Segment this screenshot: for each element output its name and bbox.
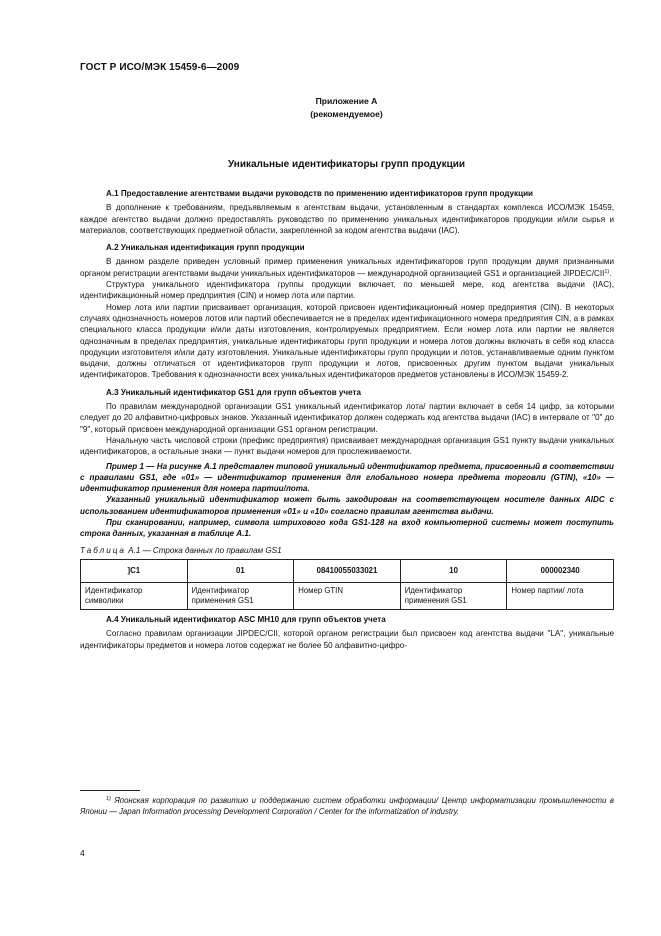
table-cell: Идентификатор применения GS1 [400, 582, 507, 609]
section-a2-paragraph-3: Номер лота или партии присваивает организация, которой присвоен идентификационный номер предприятия (CIN). В некоторых случаях однозначность номеров лотов или партий обеспечивается не в пределах идентификационного номера предприятия CIN, а в рамках специального класса продукции и/или даты изготовления, контролируемых предприятием. Если номер лота или партии не является однозначным в пределах предприятия, уникальные идентификаторы групп продукции и номера лотов должны включать в себя код класса продукции изготовителя и/или дату изготовления. Уникальные идентификаторы групп продукции и лотов, устанавливаемые одним пунктом выдачи, должны отличаться от идентификаторов групп продукции и лотов, присвоенных другим пунктом выдачи уникальных идентификаторов. Требования к однозначности всех уникальных идентификаторов предметов установлены в ИСО/МЭК 15459-2. [80, 302, 614, 380]
table-caption-label: Таблица [80, 545, 126, 555]
footnote-divider [80, 790, 140, 791]
section-a3-paragraph-1: По правилам международной организации GS1 уникальный идентификатор лота/ партии включает в себя 14 цифр, за которыми следует до 20 алфавитно-цифровых знаков. Указанный идентификатор должен содержать код агентства выдачи (IAC) в интервале от "0" до "9", который присвоен международной организации GS1 органом регистрации. [80, 402, 614, 434]
section-a4-heading: А.4 Уникальный идентификатор ASC MH10 для групп объектов учета [106, 614, 386, 624]
document-body [80, 185, 614, 651]
section-a2-paragraph-1 [80, 256, 614, 279]
example-1: Пример 1 — На рисунке А.1 представлен типовой уникальный идентификатор предмета, присвоенный в соответствии с правилами GS1, где «01» — идентификатор применения для глобального номера предмета торговли (GTIN), «10» — идентификатор применения для номера партии/лота. [80, 461, 614, 494]
document-header: ГОСТ Р ИСО/МЭК 15459-6—2009 [80, 62, 240, 73]
appendix-title: Приложение А [315, 96, 378, 106]
appendix-heading [0, 95, 661, 121]
table-cell: Номер партии/ лота [507, 582, 614, 609]
section-a1-heading: А.1 Предоставление агентствами выдачи руководств по применению идентификаторов групп продукции [106, 189, 534, 198]
table-cell: ]C1 [81, 559, 188, 582]
table-cell: 08410055033021 [294, 559, 401, 582]
section-a2-paragraph-1-text: В данном разделе приведен условный пример применения уникальных идентификаторов групп продукции двумя признанными органом регистрации агентствами выдачи уникальных идентификаторов — международной организацией GS1 и организацией JIPDEC/CII [80, 257, 614, 278]
table-cell: 10 [400, 559, 507, 582]
appendix-subtitle: (рекомендуемое) [310, 109, 383, 119]
section-a3-paragraph-2: Начальную часть числовой строки (префикс предприятия) присваивает международная организация GS1 пункту выдачи уникальных идентификаторов, а остальные знаки — пункт выдачи номеров для прослеживаемости. [80, 435, 614, 457]
table-row [81, 582, 614, 609]
section-a2-paragraph-2: Структура уникального идентификатора группы продукции включает, по меньшей мере, код агентства выдачи (IAC), идентификационный номер предприятия (CIN) и номер лота или партии. [80, 280, 614, 301]
footnote-text: Японская корпорация по развитию и поддержанию систем обработки информации/ Центр информатизации промышленности в Японии — Japan Information processing Development Corporation / Center for the informatization of industry. [80, 796, 614, 816]
section-a2-heading: А.2 Уникальная идентификация групп продукции [106, 243, 305, 253]
section-a3-heading: А.3 Уникальный идентификатор GS1 для групп объектов учета [106, 387, 361, 397]
example-1-scanning-note: При сканировании, например, символа штрихового кода GS1-128 на вход компьютерной системы может поступить строка данных, указанная в таблице А.1. [80, 518, 614, 539]
section-a1-paragraph: В дополнение к требованиям, предъявляемым к агентствам выдачи, установленным в стандартах комплекса ИСО/МЭК 15459, каждое агентство выдачи должно предоставлять руководство по применению уникальных идентификаторов продукции и/или сырья и материалов, соответствующих предметной области, закрепленной за кодом агентства выдачи (IAC). [80, 203, 614, 235]
footnote [80, 795, 614, 817]
table-caption [80, 545, 614, 556]
page-number: 4 [80, 848, 85, 858]
footnote-reference: 1) [604, 268, 610, 275]
table-cell: 000002340 [507, 559, 614, 582]
table-header-row [81, 559, 614, 582]
table-cell: Идентификатор символики [81, 582, 188, 609]
example-1-encoding-note: Указанный уникальный идентификатор может быть закодирован на соответствующем носителе данных AIDC с использованием идентификаторов применения «01» и «10» согласно правилам агентства выдачи. [80, 495, 614, 516]
table-cell: Номер GTIN [294, 582, 401, 609]
table-cell: Идентификатор применения GS1 [187, 582, 294, 609]
section-a2-paragraph-1-end: . [609, 268, 612, 278]
data-string-table [80, 559, 614, 610]
table-cell: 01 [187, 559, 294, 582]
footnote-mark: 1) [106, 796, 111, 802]
main-title: Уникальные идентификаторы групп продукции [227, 159, 466, 170]
table-caption-text: А.1 — Строка данных по правилам GS1 [125, 545, 282, 555]
section-a4-paragraph: Согласно правилам организации JIPDEC/CII, которой органом регистрации был присвоен код агентства выдачи "LA", уникальные идентификаторы предметов и номера лотов содержат не более 50 алфавитно-цифро- [80, 629, 614, 650]
